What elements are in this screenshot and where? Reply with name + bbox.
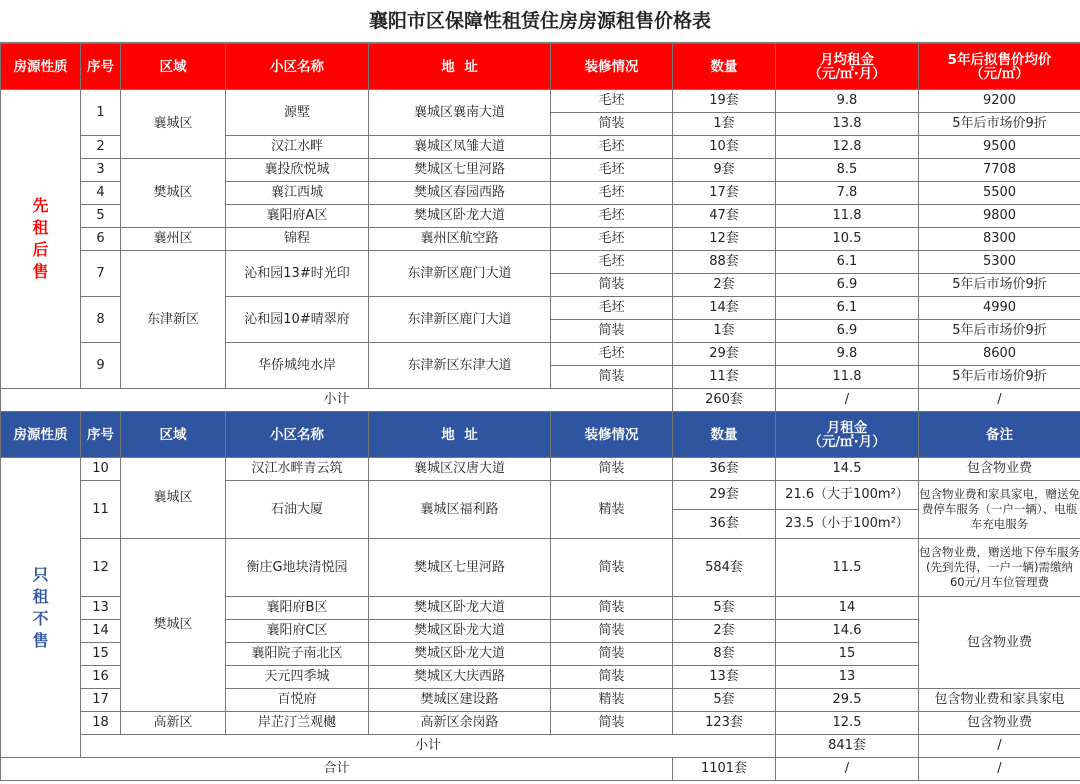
total-row <box>1 758 1080 781</box>
rent: 7.8 <box>776 182 919 205</box>
note: 包含物业费和家具家电 <box>919 689 1080 712</box>
row-no: 4 <box>81 182 121 205</box>
rent: 6.1 <box>776 251 919 274</box>
row-no: 17 <box>81 689 121 712</box>
estate-name: 襄阳府C区 <box>226 620 369 643</box>
rent: 14.6 <box>776 620 919 643</box>
estate-name: 沁和园10#晴翠府 <box>226 297 369 343</box>
qty: 12套 <box>673 228 776 251</box>
estate-name: 襄阳府A区 <box>226 205 369 228</box>
price: 5500 <box>919 182 1080 205</box>
category-rent <box>1 458 81 758</box>
header-qty: 数量 <box>673 44 776 90</box>
table-row <box>1 458 1080 481</box>
estate-name: 沁和园13#时光印 <box>226 251 369 297</box>
sale-header-row <box>1 44 1080 90</box>
rent: 23.5（小于100m²） <box>776 510 919 539</box>
row-no: 2 <box>81 136 121 159</box>
qty: 29套 <box>673 343 776 366</box>
estate-name: 天元四季城 <box>226 666 369 689</box>
price: 9800 <box>919 205 1080 228</box>
subtotal-qty: 841套 <box>776 735 919 758</box>
finish: 毛坯 <box>551 251 673 274</box>
table-title: 襄阳市区保障性租赁住房房源租售价格表 <box>0 0 1080 43</box>
rent: 14 <box>776 597 919 620</box>
address: 樊城区卧龙大道 <box>369 597 551 620</box>
table-row <box>1 90 1080 113</box>
row-no: 14 <box>81 620 121 643</box>
qty: 2套 <box>673 274 776 297</box>
finish: 简装 <box>551 113 673 136</box>
header-name: 小区名称 <box>226 412 369 458</box>
qty: 5套 <box>673 597 776 620</box>
header-rent <box>776 412 919 458</box>
table-row <box>1 159 1080 182</box>
qty: 9套 <box>673 159 776 182</box>
rent: 12.8 <box>776 136 919 159</box>
estate-name: 华侨城纯水岸 <box>226 343 369 389</box>
row-no: 1 <box>81 90 121 136</box>
row-no: 16 <box>81 666 121 689</box>
rent: 10.5 <box>776 228 919 251</box>
rent: 9.8 <box>776 343 919 366</box>
subtotal-label: 小计 <box>1 389 673 412</box>
header-rent-label: 月均租金 <box>820 51 874 68</box>
header-qty: 数量 <box>673 412 776 458</box>
price: 7708 <box>919 159 1080 182</box>
rent: 11.8 <box>776 366 919 389</box>
rent: 6.9 <box>776 274 919 297</box>
finish: 简装 <box>551 620 673 643</box>
note: 包含物业费 <box>919 458 1080 481</box>
qty: 11套 <box>673 366 776 389</box>
address: 襄城区福利路 <box>369 481 551 539</box>
note: 包含物业费和家具家电，赠送免费停车服务（一户一辆）、电瓶车充电服务 <box>919 481 1080 539</box>
subtotal-rent: / <box>776 389 919 412</box>
address: 樊城区七里河路 <box>369 539 551 597</box>
header-name: 小区名称 <box>226 44 369 90</box>
finish: 简装 <box>551 458 673 481</box>
header-no: 序号 <box>81 412 121 458</box>
qty: 1套 <box>673 320 776 343</box>
district: 襄州区 <box>121 228 226 251</box>
rent: 21.6（大于100m²） <box>776 481 919 510</box>
finish: 简装 <box>551 597 673 620</box>
total-qty: 1101套 <box>673 758 776 781</box>
qty: 17套 <box>673 182 776 205</box>
rent: 15 <box>776 643 919 666</box>
qty: 10套 <box>673 136 776 159</box>
finish: 简装 <box>551 366 673 389</box>
subtotal-rent: / <box>919 735 1080 758</box>
rent: 11.5 <box>776 539 919 597</box>
qty: 36套 <box>673 458 776 481</box>
row-no: 9 <box>81 343 121 389</box>
rent: 13.8 <box>776 113 919 136</box>
price: 5年后市场价9折 <box>919 274 1080 297</box>
table-row <box>1 539 1080 597</box>
address: 襄州区航空路 <box>369 228 551 251</box>
row-no: 6 <box>81 228 121 251</box>
finish: 简装 <box>551 274 673 297</box>
rent: 6.1 <box>776 297 919 320</box>
rent: 11.8 <box>776 205 919 228</box>
total-rent: / <box>776 758 919 781</box>
rent: 13 <box>776 666 919 689</box>
qty: 88套 <box>673 251 776 274</box>
qty: 29套 <box>673 481 776 510</box>
estate-name: 汉江水畔青云筑 <box>226 458 369 481</box>
row-no: 18 <box>81 712 121 735</box>
estate-name: 衡庄G地块清悦园 <box>226 539 369 597</box>
header-type: 房源性质 <box>1 44 81 90</box>
estate-name: 襄江西城 <box>226 182 369 205</box>
address: 东津新区东津大道 <box>369 343 551 389</box>
district: 樊城区 <box>121 159 226 228</box>
qty: 47套 <box>673 205 776 228</box>
address: 东津新区鹿门大道 <box>369 297 551 343</box>
header-rent-label: 月租金 <box>826 419 868 436</box>
row-no: 10 <box>81 458 121 481</box>
finish: 简装 <box>551 643 673 666</box>
row-no: 15 <box>81 643 121 666</box>
sale-subtotal-row <box>1 389 1080 412</box>
qty: 123套 <box>673 712 776 735</box>
qty: 36套 <box>673 510 776 539</box>
address: 樊城区建设路 <box>369 689 551 712</box>
row-no: 3 <box>81 159 121 182</box>
estate-name: 襄阳府B区 <box>226 597 369 620</box>
header-rent-unit: （元/㎡·月） <box>808 65 886 82</box>
finish: 毛坯 <box>551 90 673 113</box>
finish: 简装 <box>551 712 673 735</box>
subtotal-label: 小计 <box>81 735 776 758</box>
address: 樊城区卧龙大道 <box>369 643 551 666</box>
estate-name: 岸芷汀兰观樾 <box>226 712 369 735</box>
rent: 29.5 <box>776 689 919 712</box>
price-table <box>0 43 1080 781</box>
estate-name: 锦程 <box>226 228 369 251</box>
qty: 2套 <box>673 620 776 643</box>
header-price-label: 5年后拟售价均价 <box>947 51 1052 68</box>
address: 襄城区汉唐大道 <box>369 458 551 481</box>
estate-name: 汉江水畔 <box>226 136 369 159</box>
rent-header-row <box>1 412 1080 458</box>
finish: 毛坯 <box>551 343 673 366</box>
finish: 毛坯 <box>551 205 673 228</box>
finish: 精装 <box>551 689 673 712</box>
category-label: 先租后售 <box>32 196 49 281</box>
qty: 8套 <box>673 643 776 666</box>
address: 襄城区凤雏大道 <box>369 136 551 159</box>
header-price-unit: （元/㎡） <box>970 65 1029 82</box>
header-no: 序号 <box>81 44 121 90</box>
address: 樊城区卧龙大道 <box>369 620 551 643</box>
rent: 14.5 <box>776 458 919 481</box>
address: 东津新区鹿门大道 <box>369 251 551 297</box>
finish: 毛坯 <box>551 159 673 182</box>
qty: 19套 <box>673 90 776 113</box>
qty: 584套 <box>673 539 776 597</box>
address: 樊城区大庆西路 <box>369 666 551 689</box>
note: 包含物业费，赠送地下停车服务(先到先得，一户一辆)需缴纳60元/月车位管理费 <box>919 539 1080 597</box>
price: 5年后市场价9折 <box>919 113 1080 136</box>
rent: 12.5 <box>776 712 919 735</box>
price: 9200 <box>919 90 1080 113</box>
table-row <box>1 251 1080 274</box>
header-rent-unit: （元/㎡·月） <box>808 433 886 450</box>
price: 4990 <box>919 297 1080 320</box>
price: 5年后市场价9折 <box>919 366 1080 389</box>
header-address: 地 址 <box>369 412 551 458</box>
finish: 简装 <box>551 320 673 343</box>
rent-subtotal-row <box>1 735 1080 758</box>
address: 樊城区春园西路 <box>369 182 551 205</box>
finish: 毛坯 <box>551 228 673 251</box>
rent: 6.9 <box>776 320 919 343</box>
subtotal-qty: 260套 <box>673 389 776 412</box>
table-row <box>1 228 1080 251</box>
header-note: 备注 <box>919 412 1080 458</box>
estate-name: 百悦府 <box>226 689 369 712</box>
row-no: 7 <box>81 251 121 297</box>
subtotal-price: / <box>919 389 1080 412</box>
address: 高新区余岗路 <box>369 712 551 735</box>
estate-name: 源墅 <box>226 90 369 136</box>
row-no: 5 <box>81 205 121 228</box>
estate-name: 襄阳院子南北区 <box>226 643 369 666</box>
header-finish: 装修情况 <box>551 44 673 90</box>
note: 包含物业费 <box>919 712 1080 735</box>
price: 5300 <box>919 251 1080 274</box>
finish: 毛坯 <box>551 136 673 159</box>
header-type: 房源性质 <box>1 412 81 458</box>
qty: 5套 <box>673 689 776 712</box>
district: 襄城区 <box>121 90 226 159</box>
table-row <box>1 712 1080 735</box>
qty: 14套 <box>673 297 776 320</box>
row-no: 11 <box>81 481 121 539</box>
finish: 精装 <box>551 481 673 539</box>
header-finish: 装修情况 <box>551 412 673 458</box>
address: 樊城区七里河路 <box>369 159 551 182</box>
note: 包含物业费 <box>919 597 1080 689</box>
price: 8600 <box>919 343 1080 366</box>
row-no: 12 <box>81 539 121 597</box>
row-no: 8 <box>81 297 121 343</box>
total-note: / <box>919 758 1080 781</box>
price: 5年后市场价9折 <box>919 320 1080 343</box>
qty: 1套 <box>673 113 776 136</box>
district: 襄城区 <box>121 458 226 539</box>
price: 9500 <box>919 136 1080 159</box>
qty: 13套 <box>673 666 776 689</box>
rent: 8.5 <box>776 159 919 182</box>
district: 樊城区 <box>121 539 226 712</box>
header-address: 地 址 <box>369 44 551 90</box>
district: 东津新区 <box>121 251 226 389</box>
category-sale <box>1 90 81 389</box>
address: 樊城区卧龙大道 <box>369 205 551 228</box>
header-district: 区域 <box>121 44 226 90</box>
finish: 毛坯 <box>551 182 673 205</box>
finish: 简装 <box>551 539 673 597</box>
category-label: 只租不售 <box>32 564 49 650</box>
row-no: 13 <box>81 597 121 620</box>
header-district: 区域 <box>121 412 226 458</box>
rent: 9.8 <box>776 90 919 113</box>
price: 8300 <box>919 228 1080 251</box>
finish: 简装 <box>551 666 673 689</box>
address: 襄城区襄南大道 <box>369 90 551 136</box>
header-price <box>919 44 1080 90</box>
finish: 毛坯 <box>551 297 673 320</box>
district: 高新区 <box>121 712 226 735</box>
estate-name: 石油大厦 <box>226 481 369 539</box>
estate-name: 襄投欣悦城 <box>226 159 369 182</box>
header-rent <box>776 44 919 90</box>
total-label: 合计 <box>1 758 673 781</box>
